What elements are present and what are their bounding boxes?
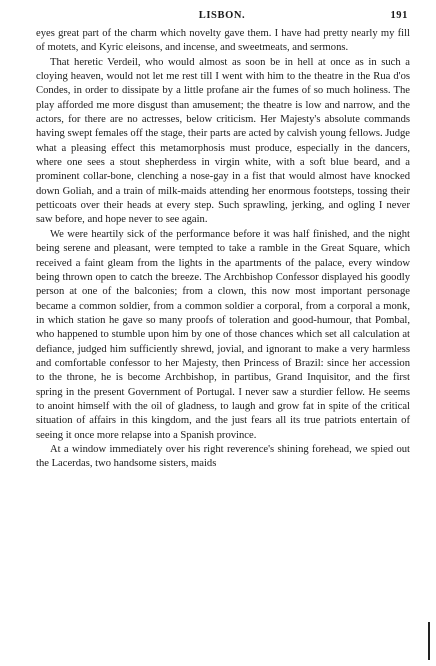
paragraph-window: At a window immediately over his right reverence's shining forehead, we spied out the Lacerdas, two handsome sisters, maids (36, 443, 410, 470)
running-head (36, 10, 408, 24)
body-text (36, 27, 410, 472)
page-number: 191 (390, 10, 408, 21)
paragraph-continued: eyes great part of the charm which novelty gave them. I have had pretty nearly my fill of motets, and Kyric eleisons, and incense, and sweetmeats, and sermons. (36, 28, 410, 54)
paragraph-great-square: We were heartily sick of the performance before it was half finished, and the night being serene and pleasant, were tempted to take a ramble in the Great Square, which received a faint gleam from the lights in the apartments of the palace, every window being thrown open to catch the breeze. The Archbishop Confessor displayed his goodly person at one of the balconies; from a clown, this now most important personage became a common soldier, from a common soldier a corporal, from a corporal a monk, in which station he gave so many proofs of toleration and good-humour, that Pombal, who happened to stumble upon him by one of those chances which set all calculation at defiance, judged him sufficiently shrewd, jovial, and ignorant to make a very harmless and comfortable confessor to her Majesty, then Princess of Brazil: since her accession to the throne, he is become Archbishop, in partibus, Grand Inquisitor, and the first spring in the present Government of Portugal. I never saw a sturdier fellow. He seems to anoint himself with the oil of gladness, to laugh and grow fat in spite of the critical situation of affairs in this kingdom, and the just fears all its true patriots entertain of seeing it once more relapse into a Spanish province. (36, 228, 410, 441)
margin-mark (428, 622, 430, 660)
paragraph-theatre: That heretic Verdeil, who would almost as soon be in hell at once as in such a cloying heaven, would not let me rest till I went with him to the theatre in the Rua d'os Condes, in order to dissipate by a little profane air the fumes of so much holiness. The play afforded me more disgust than amusement; the theatre is low and narrow, and the actors, for there are no actresses, below criticism. Her Majesty's absolute commands having swept females off the stage, their parts are acted by calvish young fellows. Judge what a pleasing effect this metamorphosis must produce, especially in the dancers, where one sees a stout shepherdess in virgin white, with a soft blue beard, and a prominent collar-bone, clenching a nose-gay in a fist that would almost have knocked down Goliah, and a train of milk-maids attending her enormous footsteps, tossing their petticoats over their heads at every step. Such sprawling, jerking, and ogling I never saw before, and hope never to see again. (36, 56, 411, 226)
running-title: LISBON. (198, 10, 246, 21)
